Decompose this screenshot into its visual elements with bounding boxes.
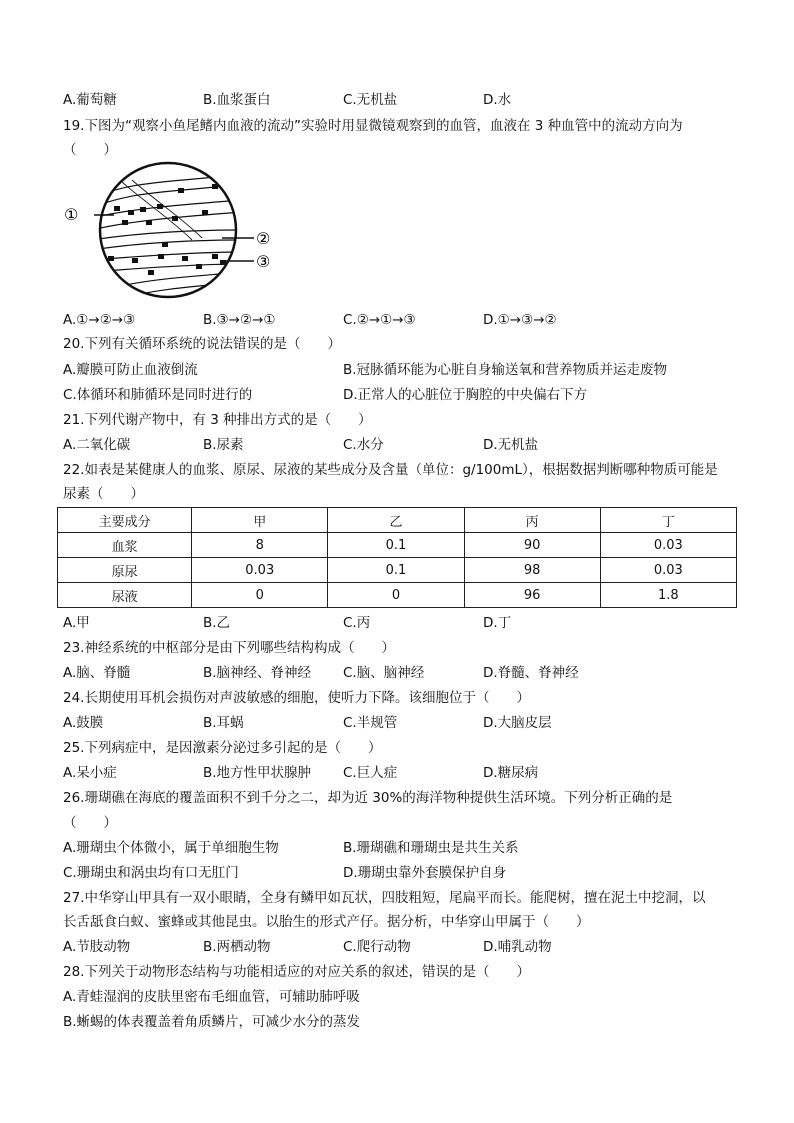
table-cell: 0.1 [328,533,464,558]
q20-option-c: C.体循环和肺循环是同时进行的 [63,387,253,403]
q24-stem: 24.长期使用耳机会损伤对声波敏感的细胞，使听力下降。该细胞位于（ ） [63,690,530,706]
q21-option-d: D.无机盐 [483,437,539,453]
table-header-cell: 主要成分 [58,508,192,533]
q25-option-a: A.呆小症 [63,765,117,781]
table-row [58,533,737,558]
table-cell: 90 [464,533,600,558]
q25-stem: 25.下列病症中，是因激素分泌过多引起的是（ ） [63,740,382,756]
table-cell: 原尿 [58,558,192,583]
q27-option-a: A.节肢动物 [63,939,131,955]
q27-option-b: B.两栖动物 [203,939,271,955]
q22-option-d: D.丁 [483,615,512,631]
table-cell: 0.1 [328,558,464,583]
q26-option-b: B.珊瑚礁和珊瑚虫是共生关系 [343,840,519,856]
table-cell: 8 [192,533,328,558]
q21-stem: 21.下列代谢产物中，有 3 种排出方式的是（ ） [63,412,372,428]
table-header-cell: 丁 [600,508,736,533]
q25-option-d: D.糖尿病 [483,765,539,781]
q22-option-c: C.丙 [343,615,371,631]
q28-option-a: A.青蛙湿润的皮肤里密布毛细血管，可辅助肺呼吸 [63,989,360,1005]
q26-blank: （ ） [63,815,117,831]
table-header-row [58,508,737,533]
q22-option-a: A.甲 [63,615,90,631]
q23-option-a: A.脑、脊髓 [63,665,131,681]
q19-option-c: C.②→①→③ [343,312,416,328]
q21-option-b: B.尿素 [203,437,244,453]
q25-option-b: B.地方性甲状腺肿 [203,765,312,781]
q19-option-b: B.③→②→① [203,312,276,328]
table-cell: 96 [464,583,600,608]
q21-option-c: C.水分 [343,437,384,453]
q24-option-a: A.鼓膜 [63,715,104,731]
q18-option-d: D.水 [483,92,512,108]
q19-option-a: A.①→②→③ [63,312,136,328]
table-header-cell: 甲 [192,508,328,533]
q23-option-b: B.脑神经、脊神经 [203,665,312,681]
q26-option-a: A.珊瑚虫个体微小，属于单细胞生物 [63,840,279,856]
q26-option-c: C.珊瑚虫和涡虫均有口无肛门 [63,865,239,881]
q27-option-d: D.哺乳动物 [483,939,552,955]
table-row [58,558,737,583]
table-cell: 1.8 [600,583,736,608]
table-header-cell: 乙 [328,508,464,533]
q24-option-d: D.大脑皮层 [483,715,552,731]
table-cell: 血浆 [58,533,192,558]
table-header-cell: 丙 [464,508,600,533]
q27-stem-line2: 长舌舐食白蚁、蜜蜂或其他昆虫。以胎生的形式产仔。据分析，中华穿山甲属于（ ） [63,914,590,930]
blood-vessel-figure [62,160,282,305]
q18-option-a: A.葡萄糖 [63,92,117,108]
q20-stem: 20.下列有关循环系统的说法错误的是（ ） [63,336,341,352]
q20-option-b: B.冠脉循环能为心脏自身输送氧和营养物质并运走废物 [343,362,668,378]
composition-table [57,507,737,608]
q22-stem-line1: 22.如表是某健康人的血浆、原尿、尿液的某些成分及含量（单位：g/100mL），根据数据判断哪种物质可能是 [63,462,718,478]
q26-option-d: D.珊瑚虫靠外套膜保护自身 [343,865,507,881]
q24-option-b: B.耳蜗 [203,715,244,731]
q20-option-d: D.正常人的心脏位于胸腔的中央偏右下方 [343,387,588,403]
q27-option-c: C.爬行动物 [343,939,411,955]
q19-stem: 19.下图为“观察小鱼尾鳍内血液的流动”实验时用显微镜观察到的血管，血液在 3 种血管中的流动方向为 [63,118,683,134]
table-cell: 0.03 [192,558,328,583]
q23-stem: 23.神经系统的中枢部分是由下列哪些结构构成（ ） [63,640,395,656]
q24-option-c: C.半规管 [343,715,398,731]
table-cell: 0 [192,583,328,608]
label-3: ③ [256,252,271,271]
table-cell: 98 [464,558,600,583]
q23-option-c: C.脑、脑神经 [343,665,425,681]
q18-option-b: B.血浆蛋白 [203,92,271,108]
table-row [58,583,737,608]
q22-option-b: B.乙 [203,615,231,631]
q26-stem: 26.珊瑚礁在海底的覆盖面积不到千分之二，却为近 30%的海洋物种提供生活环境。下列分析正确的是 [63,790,673,806]
q18-option-c: C.无机盐 [343,92,398,108]
table-cell: 0.03 [600,533,736,558]
q22-stem-line2: 尿素（ ） [63,486,144,502]
q23-option-d: D.脊髓、脊神经 [483,665,579,681]
label-2: ② [256,229,271,248]
q21-option-a: A.二氧化碳 [63,437,131,453]
q27-stem-line1: 27.中华穿山甲具有一双小眼睛，全身有鳞甲如瓦状，四肢粗短，尾扁平而长。能爬树，擅在泥土中挖洞，以 [63,890,706,906]
q19-blank: （ ） [63,142,117,158]
table-cell: 0.03 [600,558,736,583]
q25-option-c: C.巨人症 [343,765,398,781]
table-cell: 尿液 [58,583,192,608]
q20-option-a: A.瓣膜可防止血液倒流 [63,362,198,378]
label-1: ① [64,205,79,224]
q28-option-b: B.蜥蜴的体表覆盖着角质鳞片，可减少水分的蒸发 [63,1014,361,1030]
q19-option-d: D.①→③→② [483,312,557,328]
q28-stem: 28.下列关于动物形态结构与功能相适应的对应关系的叙述，错误的是（ ） [63,964,530,980]
table-cell: 0 [328,583,464,608]
